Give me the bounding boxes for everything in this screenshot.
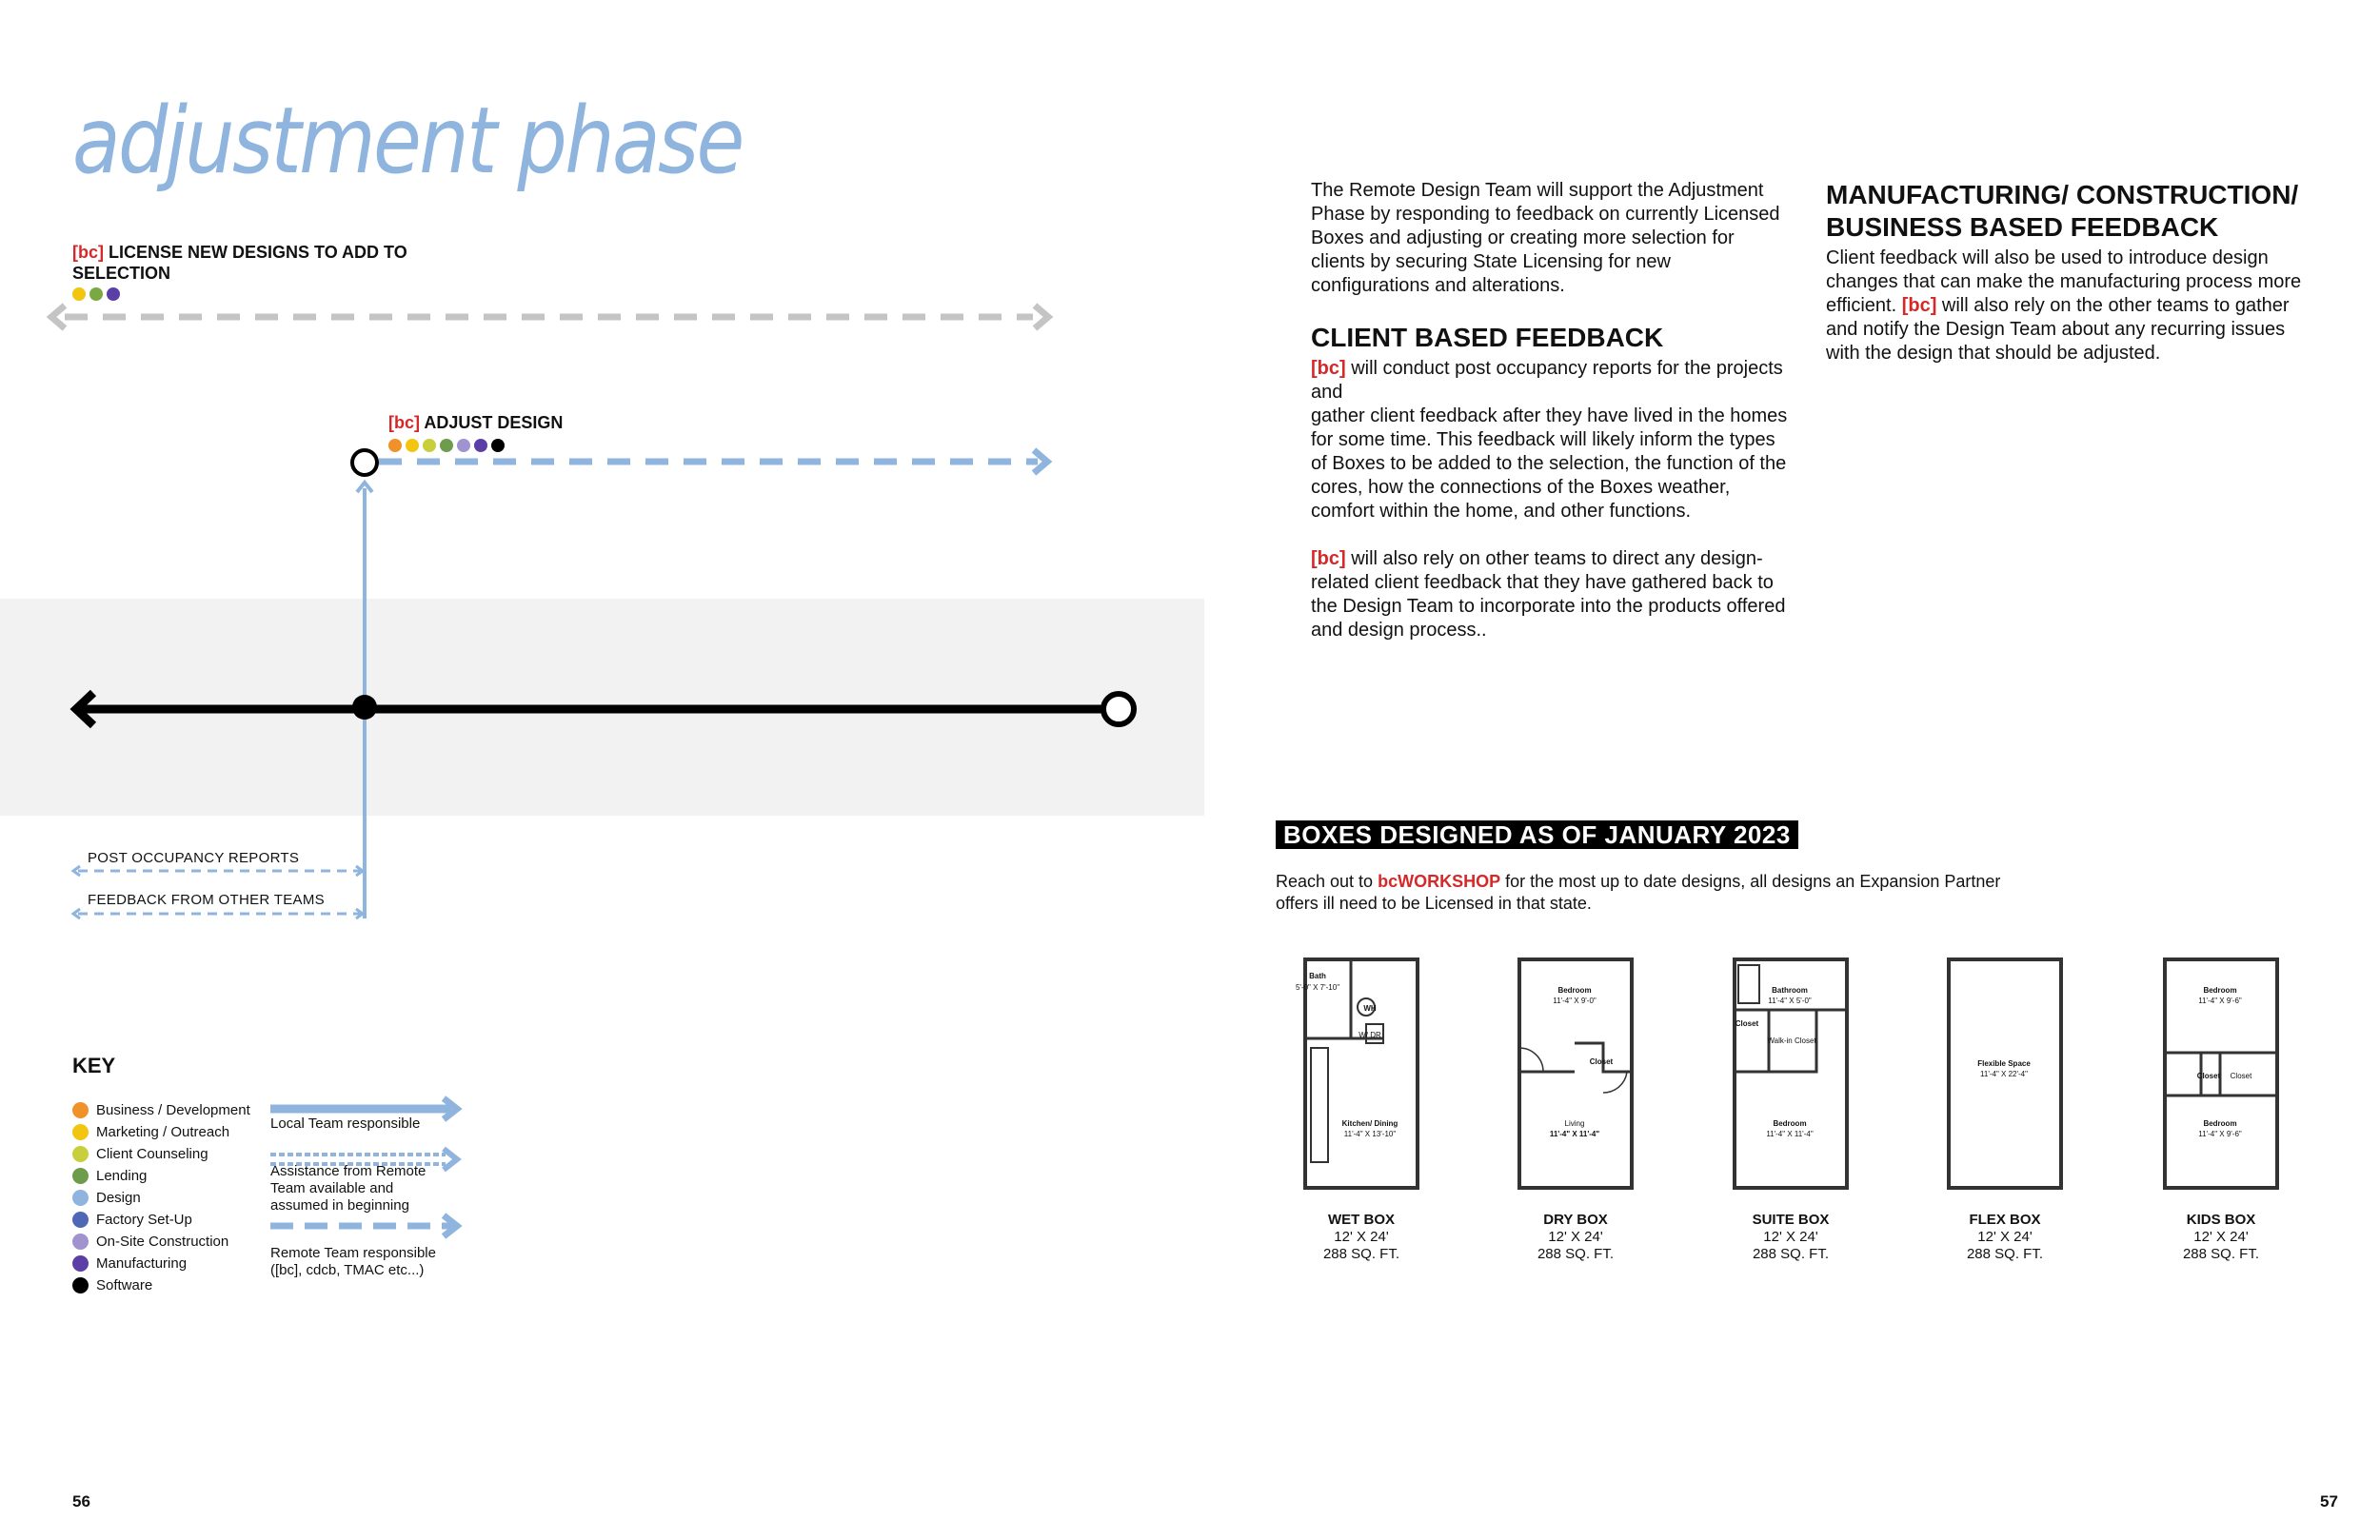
client-text-b: gather client feedback after they have lived in the homes for some time. This feedback will likely inform the types of Boxes to be added to the selection, the function of the cores, how the connections of the Boxes weather, comfort within the home, and other functions.	[1311, 405, 1788, 522]
page-number-right: 57	[2320, 1492, 2338, 1510]
box-area: 288 SQ. FT.	[2182, 1246, 2260, 1262]
room-label: 11'-4" X 11'-4"	[1766, 1130, 1814, 1138]
team-dot	[474, 439, 487, 452]
floor-plan-drawing	[1295, 958, 1419, 1190]
room-label: 11'-4" X 22'-4"	[1980, 1070, 2028, 1078]
license-dots	[72, 286, 124, 303]
team-dot	[406, 439, 419, 452]
room-label: 11'-4" X 5'-0"	[1768, 997, 1812, 1005]
box-card	[2159, 958, 2283, 1263]
adjust-node	[352, 450, 377, 475]
room-label: Bedroom	[2203, 1119, 2237, 1128]
team-dot	[491, 439, 505, 452]
key-color-dot	[72, 1212, 89, 1228]
key-item-label: On-Site Construction	[96, 1234, 229, 1250]
team-dot	[457, 439, 470, 452]
box-name: SUITE BOX	[1752, 1212, 1830, 1228]
room-label: Closet	[1589, 1057, 1614, 1066]
adjust-text: ADJUST DESIGN	[424, 413, 564, 432]
room-label: Closet	[1735, 1019, 1759, 1028]
room-label: Living	[1564, 1119, 1585, 1128]
page-title: adjustment phase	[72, 88, 743, 194]
bc-tag: [bc]	[1311, 358, 1346, 379]
local-team-text: Local Team responsible	[270, 1116, 421, 1132]
box-name: DRY BOX	[1543, 1212, 1608, 1228]
room-label: Bath	[1309, 972, 1326, 980]
assist-team-text: Assistance from Remote Team available and assumed in beginning	[270, 1163, 426, 1214]
key-item	[72, 1231, 282, 1253]
boxes-note-a: Reach out to	[1276, 872, 1378, 891]
key-color-dot	[72, 1190, 89, 1206]
box-dimensions: 12' X 24'	[1548, 1229, 1603, 1245]
page-number-left: 56	[72, 1492, 90, 1510]
key-item-label: Client Counseling	[96, 1146, 208, 1162]
room-label: 11'-4" X 13'-10"	[1343, 1130, 1397, 1138]
room-label: Closet	[2196, 1072, 2221, 1080]
client-heading: CLIENT BASED FEEDBACK	[1311, 323, 1664, 352]
key-item	[72, 1121, 282, 1143]
box-name: WET BOX	[1328, 1212, 1395, 1228]
client-paragraph	[1311, 357, 1792, 642]
timeline-diagram	[0, 0, 1204, 952]
team-dot	[107, 287, 120, 301]
key-item	[72, 1165, 282, 1187]
box-dimensions: 12' X 24'	[1763, 1229, 1818, 1245]
floor-plan-drawing	[2163, 958, 2279, 1190]
key-color-dot	[72, 1234, 89, 1250]
room-label: Walk-in Closet	[1767, 1037, 1816, 1045]
bc-tag: [bc]	[1311, 548, 1346, 569]
key-item	[72, 1099, 282, 1121]
room-label: 11'-4" X 9'-0"	[1553, 997, 1597, 1005]
team-dot	[423, 439, 436, 452]
room-label: Bedroom	[1773, 1119, 1807, 1128]
box-dimensions: 12' X 24'	[1334, 1229, 1389, 1245]
license-text: LICENSE NEW DESIGNS TO ADD TO SELECTION	[72, 243, 407, 283]
box-area: 288 SQ. FT.	[1966, 1246, 2044, 1262]
key-color-dot	[72, 1124, 89, 1140]
floor-plan-drawing	[1733, 958, 1849, 1190]
adjust-label	[388, 412, 563, 433]
box-dimensions: 12' X 24'	[2193, 1229, 2249, 1245]
box-dimensions: 12' X 24'	[1977, 1229, 2033, 1245]
box-name: KIDS BOX	[2186, 1212, 2256, 1228]
manufacturing-paragraph	[1826, 247, 2321, 365]
bc-tag: [bc]	[72, 243, 104, 262]
current-node	[352, 695, 377, 720]
license-arrow-left	[51, 306, 65, 328]
bc-tag: [bc]	[1901, 295, 1937, 316]
team-dot	[72, 287, 86, 301]
floor-plan-drawing	[1947, 958, 2063, 1190]
client-text-c: will also rely on other teams to direct any design-related client feedback that they have gathered back to the Design Team to incorporate into the products offered and design process..	[1311, 548, 1786, 641]
key-list	[72, 1099, 282, 1296]
key-item	[72, 1209, 282, 1231]
key-item	[72, 1274, 282, 1296]
manufacturing-text-b: will also rely on the other teams to gather and notify the Design Team about any recurring issues with the design that should be adjusted.	[1826, 295, 2290, 364]
license-arrow-right	[1035, 306, 1048, 328]
key-item-label: Marketing / Outreach	[96, 1124, 230, 1140]
key-item-label: Software	[96, 1277, 153, 1293]
box-name: FLEX BOX	[1969, 1212, 2041, 1228]
boxes-note	[1276, 871, 2047, 915]
box-card	[1943, 958, 2067, 1263]
room-label: Flexible Space	[1977, 1059, 2031, 1068]
room-label: 11'-4" X 9'-6"	[2198, 1130, 2242, 1138]
bcworkshop-brand: bcWORKSHOP	[1378, 872, 1501, 891]
end-node	[1103, 694, 1134, 724]
manufacturing-heading: MANUFACTURING/ CONSTRUCTION/ BUSINESS BASED FEEDBACK	[1826, 180, 2299, 242]
key-item	[72, 1187, 282, 1209]
room-label: 5'-0" X 7'-10"	[1295, 983, 1340, 992]
remote-team-text: Remote Team responsible ([bc], cdcb, TMAC etc...)	[270, 1245, 436, 1278]
box-card	[1295, 958, 1423, 1263]
box-card	[1729, 958, 1853, 1263]
key-item	[72, 1253, 282, 1274]
license-label	[72, 242, 415, 284]
room-label: W/ DR	[1359, 1031, 1381, 1039]
other-teams-label: FEEDBACK FROM OTHER TEAMS	[88, 892, 325, 908]
box-card	[1514, 958, 1637, 1263]
room-label: 11'-4" X 9'-6"	[2198, 997, 2242, 1005]
room-label: Bedroom	[1557, 986, 1592, 995]
key-item-label: Lending	[96, 1168, 148, 1184]
key-title: KEY	[72, 1054, 116, 1077]
intro-paragraph: The Remote Design Team will support the Adjustment Phase by responding to feedback on currently Licensed Boxes and adjusting or creating more selection for clients by securing State Licensing for new configurations and alterations.	[1311, 180, 1780, 296]
key-item	[72, 1143, 282, 1165]
key-color-dot	[72, 1146, 89, 1162]
room-label: Kitchen/ Dining	[1341, 1119, 1398, 1128]
team-dot	[388, 439, 402, 452]
key-item-label: Factory Set-Up	[96, 1212, 192, 1228]
box-area: 288 SQ. FT.	[1322, 1246, 1400, 1262]
post-occupancy-label: POST OCCUPANCY REPORTS	[88, 850, 300, 866]
boxes-heading: BOXES DESIGNED AS OF JANUARY 2023	[1276, 820, 1798, 849]
adjust-dots	[388, 437, 508, 454]
floor-plan-drawing	[1517, 958, 1634, 1190]
key-item-label: Design	[96, 1190, 141, 1206]
room-label: Closet	[2230, 1072, 2252, 1080]
key-color-dot	[72, 1277, 89, 1293]
key-color-dot	[72, 1168, 89, 1184]
key-item-label: Business / Development	[96, 1102, 250, 1118]
room-label: Bathroom	[1772, 986, 1808, 995]
manufacturing-text-a: Client feedback will also be used to introduce design changes that can make the manufacturing process more efficient.	[1826, 247, 2302, 316]
key-color-dot	[72, 1102, 89, 1118]
client-text-a: will conduct post occupancy reports for the projects and	[1311, 358, 1783, 403]
team-dot	[440, 439, 453, 452]
room-label: 11'-4" X 11'-4"	[1549, 1130, 1600, 1138]
box-area: 288 SQ. FT.	[1752, 1246, 1830, 1262]
bc-tag: [bc]	[388, 413, 420, 432]
box-area: 288 SQ. FT.	[1537, 1246, 1615, 1262]
key-item-label: Manufacturing	[96, 1255, 188, 1272]
room-label: Bedroom	[2203, 986, 2237, 995]
room-label: WH	[1363, 1004, 1377, 1013]
key-color-dot	[72, 1255, 89, 1272]
team-dot	[89, 287, 103, 301]
boxes-note-b: for the most up to date designs, all designs an Expansion Partner offers ill need to be Licensed in that state.	[1276, 872, 2001, 913]
